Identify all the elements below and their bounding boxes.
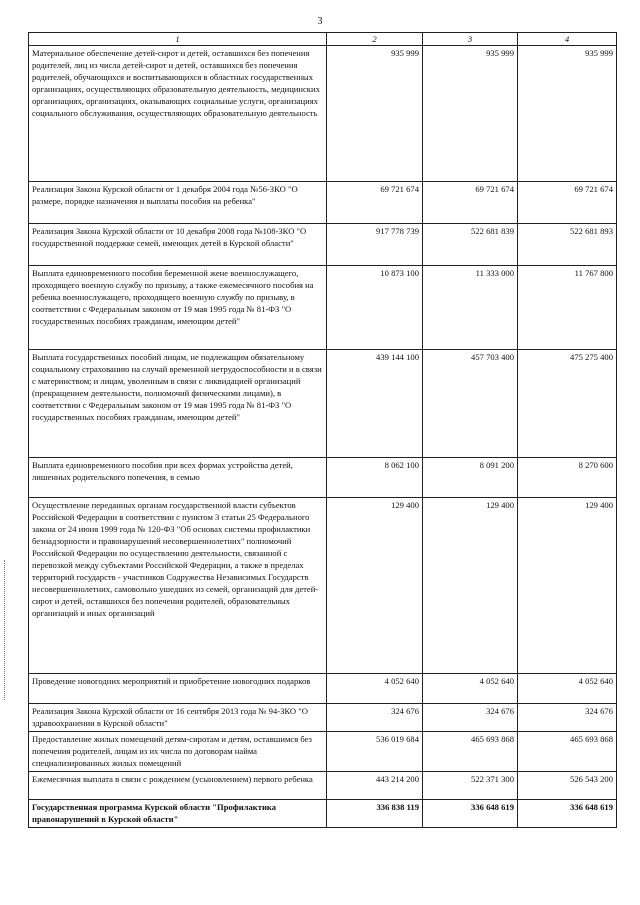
value-cell: 324 676 [327, 704, 423, 732]
table-row [29, 266, 617, 350]
row-name: Государственная программа Курской области "Профилактика правонарушений в Курской области" [29, 800, 327, 828]
value-cell: 4 052 640 [327, 674, 423, 704]
margin-dotted-line [4, 560, 11, 700]
value-cell: 129 400 [423, 498, 518, 674]
value-cell: 917 778 739 [327, 224, 423, 266]
page-number: 3 [317, 16, 323, 27]
row-name: Выплата единовременного пособия при всех формах устройства детей, лишенных родительского попечения, в семью [29, 458, 327, 498]
table-row [29, 350, 617, 458]
row-name: Реализация Закона Курской области от 16 сентября 2013 года № 94-ЗКО "О здравоохранении в Курской области" [29, 704, 327, 732]
value-cell: 11 333 000 [423, 266, 518, 350]
value-cell: 11 767 800 [518, 266, 617, 350]
value-cell: 457 703 400 [423, 350, 518, 458]
value-cell: 336 838 119 [327, 800, 423, 828]
row-name: Выплата государственных пособий лицам, не подлежащим обязательному социальному страхованию на случай временной нетрудоспособности и в связи с материнством; и лицам, уволенным в связи с ликвидацией организаций (прекращением деятельности, полномочий физическими лицами), в соответствии с Федеральным законом от 19 мая 1995 года № 81-ФЗ "О государственных пособиях гражданам, имеющим детей" [29, 350, 327, 458]
row-name: Реализация Закона Курской области от 10 декабря 2008 года №108-ЗКО "О государственной поддержке семей, имеющих детей в Курской области" [29, 224, 327, 266]
value-cell: 336 648 619 [423, 800, 518, 828]
value-cell: 536 019 684 [327, 732, 423, 772]
value-cell: 443 214 200 [327, 772, 423, 800]
value-cell: 324 676 [423, 704, 518, 732]
table-row [29, 732, 617, 772]
column-number: 4 [518, 33, 617, 46]
value-cell: 465 693 868 [518, 732, 617, 772]
value-cell: 8 270 600 [518, 458, 617, 498]
value-cell: 522 681 839 [423, 224, 518, 266]
column-number: 1 [29, 33, 327, 46]
value-cell: 475 275 400 [518, 350, 617, 458]
table-row [29, 498, 617, 674]
value-cell: 439 144 100 [327, 350, 423, 458]
row-name: Реализация Закона Курской области от 1 декабря 2004 года №56-ЗКО "О размере, порядке назначения и выплаты пособия на ребенка" [29, 182, 327, 224]
value-cell: 129 400 [327, 498, 423, 674]
table-row [29, 772, 617, 800]
table-row [29, 458, 617, 498]
value-cell: 69 721 674 [423, 182, 518, 224]
value-cell: 69 721 674 [518, 182, 617, 224]
row-name: Проведение новогодних мероприятий и приобретение новогодних подарков [29, 674, 327, 704]
value-cell: 935 999 [518, 46, 617, 182]
row-name: Ежемесячная выплата в связи с рождением (усыновлением) первого ребенка [29, 772, 327, 800]
value-cell: 336 648 619 [518, 800, 617, 828]
table-row [29, 674, 617, 704]
value-cell: 465 693 868 [423, 732, 518, 772]
value-cell: 69 721 674 [327, 182, 423, 224]
value-cell: 8 091 200 [423, 458, 518, 498]
budget-table [28, 32, 617, 828]
table-row [29, 46, 617, 182]
value-cell: 129 400 [518, 498, 617, 674]
value-cell: 4 052 640 [423, 674, 518, 704]
value-cell: 324 676 [518, 704, 617, 732]
column-number: 2 [327, 33, 423, 46]
column-number-row [29, 33, 617, 46]
value-cell: 4 052 640 [518, 674, 617, 704]
row-name: Осуществление переданных органам государственной власти субъектов Российской Федерации в соответствии с пунктом 3 статьи 25 Федерального закона от 24 июня 1999 года № 120-ФЗ "Об основах системы профилактики безнадзорности и правонарушений несовершеннолетних" полномочий Российской Федерации по осуществлению деятельности, связанной с перевозкой между субъектами Российской Федерации, а также в пределах территорий государств - участников Содружества Независимых Государств несовершеннолетних, самовольно ушедших из семей, организаций для детей-сирот и детей, оставшихся без попечения родителей, образовательных организаций и иных организаций [29, 498, 327, 674]
value-cell: 935 999 [327, 46, 423, 182]
table-row-program-total [29, 800, 617, 828]
row-name: Предоставление жилых помещений детям-сиротам и детям, оставшимся без попечения родителей, лицам из их числа по договорам найма специализированных жилых помещений [29, 732, 327, 772]
row-name: Материальное обеспечение детей-сирот и детей, оставшихся без попечения родителей, лиц из числа детей-сирот и детей, оставшихся без попечения родителей, обучающихся и воспитывающихся в областных государственных организациях, осуществляющих образовательную деятельность, медицинских организациях, организациях, оказывающих социальные услуги, организациях социального обслуживания, осуществляющих образовательную деятельность [29, 46, 327, 182]
value-cell: 522 371 300 [423, 772, 518, 800]
value-cell: 526 543 200 [518, 772, 617, 800]
value-cell: 8 062 100 [327, 458, 423, 498]
row-name: Выплата единовременного пособия беременной жене военнослужащего, проходящего военную службу по призыву, а также ежемесячного пособия на ребенка военнослужащего, проходящего военную службу по призыву, в соответствии с Федеральным законом от 19 мая 1995 года № 81-ФЗ "О государственных пособиях гражданам, имеющим детей" [29, 266, 327, 350]
table-row [29, 182, 617, 224]
column-number: 3 [423, 33, 518, 46]
value-cell: 522 681 893 [518, 224, 617, 266]
value-cell: 935 999 [423, 46, 518, 182]
table-row [29, 224, 617, 266]
table-row [29, 704, 617, 732]
value-cell: 10 873 100 [327, 266, 423, 350]
